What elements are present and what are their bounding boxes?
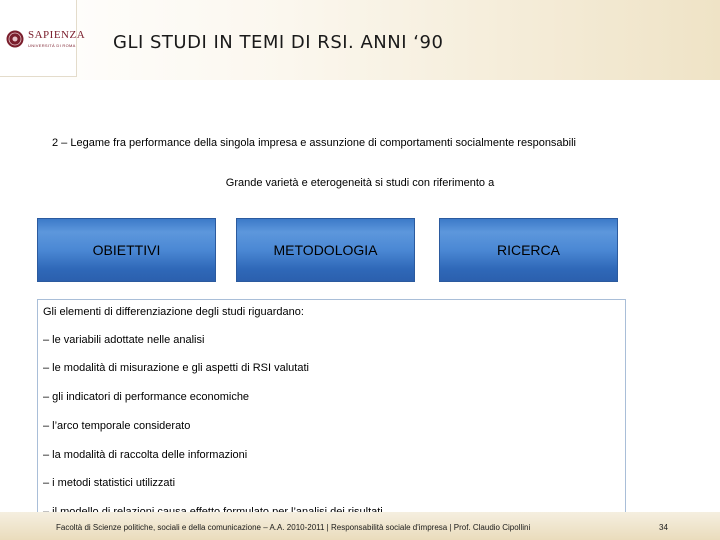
block-metodologia bbox=[236, 218, 415, 282]
block-label: RICERCA bbox=[496, 242, 560, 258]
university-logo bbox=[0, 0, 86, 77]
list-item: – le variabili adottate nelle analisi bbox=[43, 334, 205, 346]
seal-icon bbox=[6, 30, 24, 48]
page-number: 34 bbox=[659, 523, 668, 532]
footer-text: Facoltà di Scienze politiche, sociali e della comunicazione – A.A. 2010-2011 | Responsabilità sociale d'impresa | Prof. Claudio Cipollini bbox=[56, 523, 531, 532]
block-obiettivi bbox=[37, 218, 216, 282]
block-label: METODOLOGIA bbox=[273, 242, 378, 258]
slide-title: GLI STUDI IN TEMI DI RSI. ANNI ‘90 bbox=[113, 32, 444, 53]
details-box bbox=[37, 299, 626, 521]
block-ricerca bbox=[439, 218, 618, 282]
logo-name: SAPIENZA bbox=[28, 29, 86, 41]
list-item: – i metodi statistici utilizzati bbox=[43, 477, 176, 489]
intro-text: Grande varietà e eterogeneità si studi con riferimento a bbox=[225, 177, 495, 189]
list-item: – l’arco temporale considerato bbox=[43, 420, 191, 432]
list-item: – le modalità di misurazione e gli aspetti di RSI valutati bbox=[43, 362, 309, 374]
logo-subtitle: UNIVERSITÀ DI ROMA bbox=[28, 43, 76, 48]
list-item: – la modalità di raccolta delle informazioni bbox=[43, 449, 248, 461]
list-item: – gli indicatori di performance economiche bbox=[43, 391, 250, 403]
slide-subtitle: 2 – Legame fra performance della singola impresa e assunzione di comportamenti socialmente responsabili bbox=[52, 137, 577, 149]
details-heading: Gli elementi di differenziazione degli studi riguardano: bbox=[43, 306, 304, 318]
block-label: OBIETTIVI bbox=[92, 242, 161, 258]
